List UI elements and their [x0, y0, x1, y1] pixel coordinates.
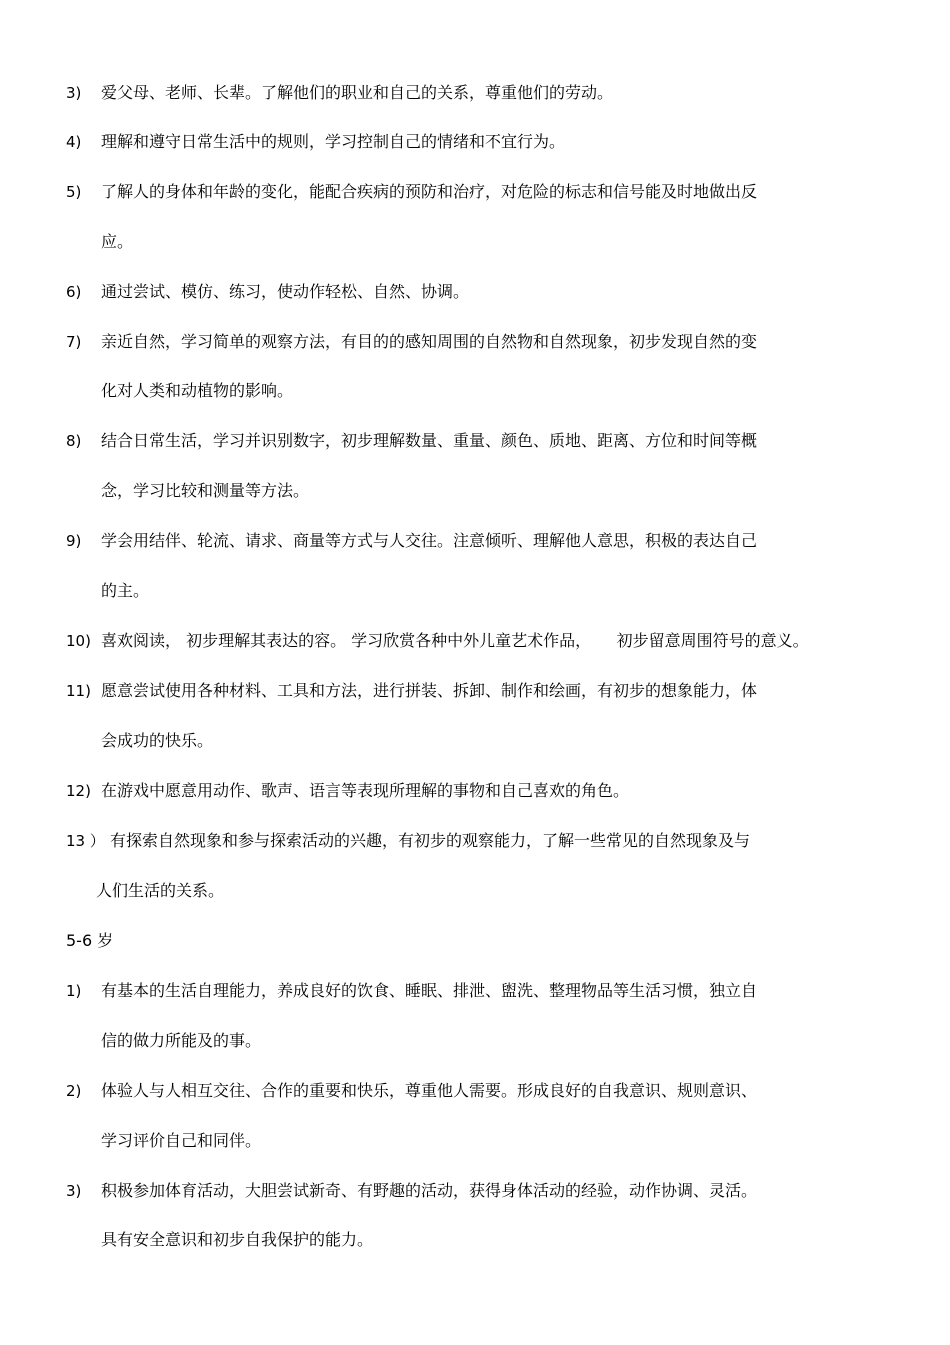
item-text: 了解人的身体和年龄的变化，能配合疾病的预防和治疗，对危险的标志和信号能及时地做出反 [101, 182, 758, 201]
item-number: 10) [66, 632, 91, 650]
item-number: 8) [66, 432, 82, 450]
item-number: 11) [66, 682, 91, 700]
item-text: 理解和遵守日常生活中的规则，学习控制自己的情绪和不宜行为。 [101, 132, 566, 151]
item-continuation-text: 学习评价自己和同伴。 [101, 1131, 262, 1150]
item-text: 有探索自然现象和参与探索活动的兴趣，有初步的观察能力，了解一些常见的自然现象及与 [110, 831, 751, 850]
item-continuation-text: 化对人类和动植物的影响。 [101, 381, 294, 400]
item-text: 积极参加体育活动，大胆尝试新奇、有野趣的活动，获得身体活动的经验，动作协调、灵活。 [101, 1181, 758, 1200]
item-text: 愿意尝试使用各种材料、工具和方法，进行拼装、拆卸、制作和绘画，有初步的想象能力，体 [101, 681, 758, 700]
item-continuation-text: 具有安全意识和初步自我保护的能力。 [101, 1230, 374, 1249]
item-number: 6) [66, 283, 82, 301]
item-text: 体验人与人相互交往、合作的重要和快乐，尊重他人需要。形成良好的自我意识、规则意识、 [101, 1081, 758, 1100]
item-continuation-text: 的主。 [101, 581, 150, 600]
item-continuation-text: 念，学习比较和测量等方法。 [101, 481, 310, 500]
item-number: 5) [66, 183, 82, 201]
item-number: 2) [66, 1082, 82, 1100]
item-number: 13 ） [66, 832, 105, 850]
item-number: 12) [66, 782, 91, 800]
item-number: 4) [66, 133, 82, 151]
item-number: 3) [66, 1182, 82, 1200]
item-text: 爱父母、老师、长辈。了解他们的职业和自己的关系，尊重他们的劳动。 [101, 83, 614, 102]
item-text: 有基本的生活自理能力，养成良好的饮食、睡眠、排泄、盥洗、整理物品等生活习惯，独立自 [101, 981, 758, 1000]
item-text: 在游戏中愿意用动作、歌声、语言等表现所理解的事物和自己喜欢的角色。 [101, 781, 630, 800]
item-text: 亲近自然，学习简单的观察方法，有目的的感知周围的自然物和自然现象，初步发现自然的变 [101, 332, 758, 351]
item-number: 9) [66, 532, 82, 550]
item-text: 学会用结伴、轮流、请求、商量等方式与人交往。注意倾听、理解他人意思，积极的表达自己 [101, 531, 758, 550]
item-number: 3) [66, 84, 82, 102]
item-text: 通过尝试、模仿、练习，使动作轻松、自然、协调。 [101, 282, 470, 301]
item-continuation-text: 会成功的快乐。 [101, 731, 214, 750]
item-text: 喜欢阅读， 初步理解其表达的容。 学习欣赏各种中外儿童艺术作品， 初步留意周围符号的意义。 [101, 631, 809, 650]
item-continuation-text: 信的做力所能及的事。 [101, 1031, 262, 1050]
item-text: 结合日常生活，学习并识别数字，初步理解数量、重量、颜色、质地、距离、方位和时间等概 [101, 431, 758, 450]
section-heading: 5-6 岁 [66, 931, 114, 950]
item-continuation-text: 人们生活的关系。 [96, 881, 225, 900]
item-number: 1) [66, 982, 82, 1000]
item-number: 7) [66, 333, 82, 351]
item-continuation-text: 应。 [101, 232, 134, 251]
